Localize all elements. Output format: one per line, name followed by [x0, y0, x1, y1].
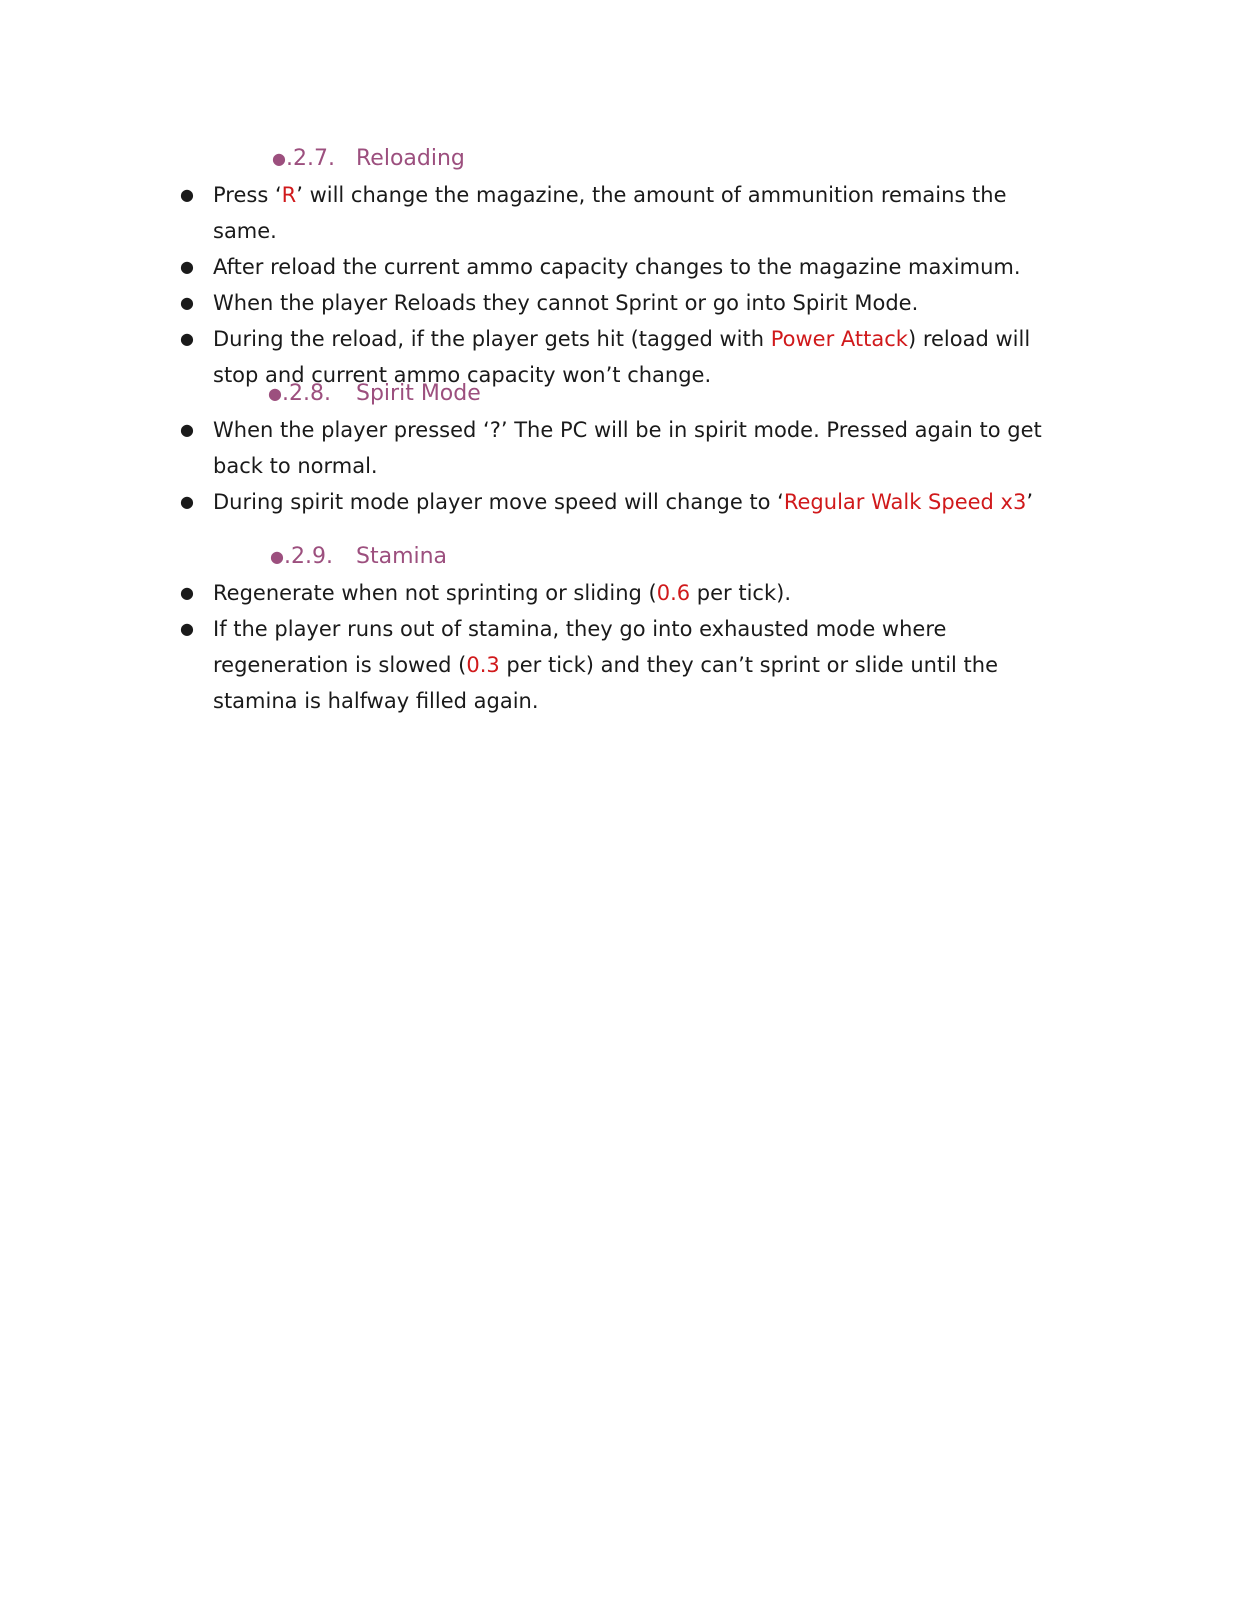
section-number: .2.9.	[283, 544, 333, 569]
section-heading	[270, 539, 447, 575]
list-item: ● Regenerate when not sprinting or sliding (0.6 per tick).	[0, 575, 1073, 611]
highlight-text: 0.3	[466, 653, 500, 677]
list-item: ● Press ‘R’ will change the magazine, the amount of ammunition remains the same.	[0, 177, 1073, 249]
section-heading	[272, 141, 465, 177]
section-heading	[268, 376, 481, 412]
heading-bullet-icon: ●	[272, 149, 286, 168]
bullet-icon: ●	[180, 329, 194, 348]
highlight-text: R	[281, 183, 297, 207]
section-number: .2.8.	[281, 381, 331, 406]
section-title: Spirit Mode	[356, 381, 481, 406]
list-item: ● During spirit mode player move speed will change to ‘Regular Walk Speed x3’	[0, 484, 1073, 520]
heading-bullet-icon: ●	[268, 384, 282, 403]
heading-bullet-icon: ●	[270, 547, 284, 566]
bullet-icon: ●	[180, 583, 194, 602]
bullet-icon: ●	[180, 619, 194, 638]
section-title: Reloading	[356, 146, 465, 171]
bullet-icon: ●	[180, 420, 194, 439]
list-item: ● After reload the current ammo capacity changes to the magazine maximum.	[0, 249, 1073, 285]
list-item: ● When the player pressed ‘?’ The PC will be in spirit mode. Pressed again to get back to normal.	[0, 412, 1073, 484]
highlight-text: Power Attack	[770, 327, 908, 351]
bullet-icon: ●	[180, 185, 194, 204]
bullet-list	[0, 177, 1236, 393]
section-title: Stamina	[356, 544, 448, 569]
highlight-text: 0.6	[656, 581, 691, 605]
bullet-icon: ●	[180, 492, 194, 511]
bullet-icon: ●	[180, 257, 194, 276]
list-item: ● When the player Reloads they cannot Sprint or go into Spirit Mode.	[0, 285, 1073, 321]
bullet-icon: ●	[180, 293, 194, 312]
bullet-list	[0, 575, 1236, 719]
bullet-list	[0, 412, 1236, 520]
highlight-text: Regular Walk Speed x3	[783, 490, 1027, 514]
list-item: ● If the player runs out of stamina, they go into exhausted mode where regeneration is slowed (0.3 per tick) and they can’t sprint or slide until the stamina is halfway filled again.	[0, 611, 1073, 719]
list-item: ● During the reload, if the player gets hit (tagged with Power Attack) reload will stop and current ammo capacity won’t change.	[0, 321, 1073, 393]
section-number: .2.7.	[285, 146, 335, 171]
